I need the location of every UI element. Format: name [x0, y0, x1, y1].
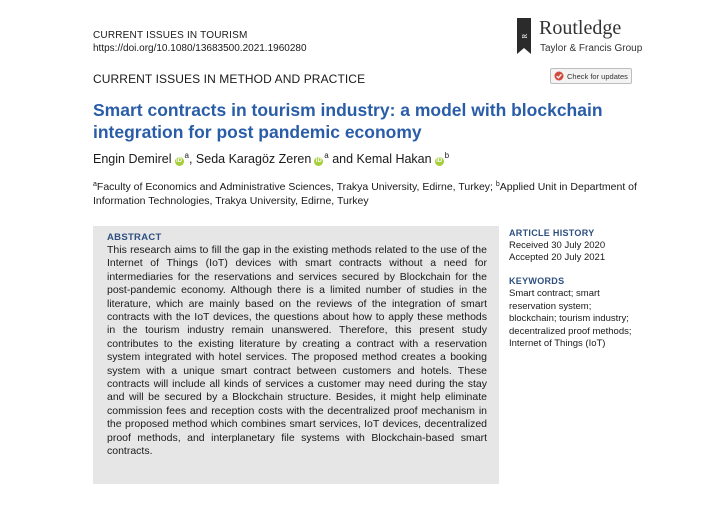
- svg-text:R: R: [521, 33, 529, 39]
- publisher-name: Routledge: [539, 17, 622, 39]
- author-name[interactable]: Engin Demirel: [93, 152, 172, 166]
- affiliation-mark: a: [93, 181, 97, 188]
- routledge-emblem-icon: [515, 17, 533, 55]
- affiliation-marker: b: [444, 151, 450, 160]
- keywords-list: Smart contract; smart reservation system; blockchain; tourism industry; decentralized proof methods; Internet of Things (IoT): [509, 288, 632, 349]
- affiliation-text: Applied Unit in Department of Information Technologies, Trakya University, Edirne, Turkey: [93, 181, 637, 207]
- publisher-logo[interactable]: [515, 17, 643, 57]
- keywords-heading: KEYWORDS: [509, 276, 565, 286]
- check-updates-icon: [554, 71, 564, 81]
- keywords-block: [509, 276, 633, 351]
- affiliation-marker: a: [324, 151, 329, 160]
- author-separator: ,: [188, 152, 196, 166]
- orcid-icon[interactable]: [314, 157, 323, 166]
- check-updates-label: Check for updates: [567, 71, 628, 81]
- received-date: Received 30 July 2020: [509, 240, 606, 251]
- abstract-heading: ABSTRACT: [107, 232, 162, 243]
- section-label: CURRENT ISSUES IN METHOD AND PRACTICE: [93, 72, 366, 86]
- affiliations: [93, 178, 638, 208]
- author-separator: and: [328, 152, 357, 166]
- doi-link[interactable]: https://doi.org/10.1080/13683500.2021.1960280: [93, 43, 307, 54]
- author-name[interactable]: Kemal Hakan: [356, 152, 432, 166]
- check-for-updates-button[interactable]: [550, 68, 632, 84]
- publisher-subtitle: Taylor & Francis Group: [540, 43, 643, 54]
- journal-name: CURRENT ISSUES IN TOURISM: [93, 30, 248, 41]
- abstract-text: This research aims to fill the gap in the existing methods related to the use of the Internet of Things (IoT) devices with smart contracts without a need for intermediaries for the reservations and services secured by Blockchain for the post-pandemic economy. Although there is a limited number of studies in the literature, which are mainly based on the reviews of the integration of smart contracts with the IoT devices, the questions about how to apply these methods in the tourism industry remain unanswered. Therefore, this present study contributes to the existing literature by creating a contract with a reservation system integrated with hotel services. The proposed method creates a booking system with a unique smart contract between customers and hotels. These contracts will include all kinds of services a customer may need during the stay and will be secured by a Blockchain structure. Besides, it might help eliminate commission fees and reception costs with the decentralized proof mechanism in the proposed method which combines smart services, IoT devices, decentralized proof methods, and interplanetary file systems with Blockchain-based smart contracts.: [107, 244, 487, 458]
- affiliation-mark: b: [495, 181, 500, 188]
- affiliation-marker: a: [184, 151, 189, 160]
- author-list: [93, 151, 449, 166]
- author-name[interactable]: Seda Karagöz Zeren: [195, 152, 312, 166]
- orcid-icon[interactable]: [435, 157, 444, 166]
- accepted-date: Accepted 20 July 2021: [509, 252, 606, 263]
- article-history-heading: ARTICLE HISTORY: [509, 228, 595, 238]
- abstract-box: [93, 226, 499, 484]
- orcid-icon[interactable]: [175, 157, 184, 166]
- article-sidebar: [509, 228, 633, 351]
- article-title: Smart contracts in tourism industry: a model with blockchain integration for post pandemic economy: [93, 100, 603, 142]
- affiliation-text: Faculty of Economics and Administrative Sciences, Trakya University, Edirne, Turkey;: [96, 181, 496, 193]
